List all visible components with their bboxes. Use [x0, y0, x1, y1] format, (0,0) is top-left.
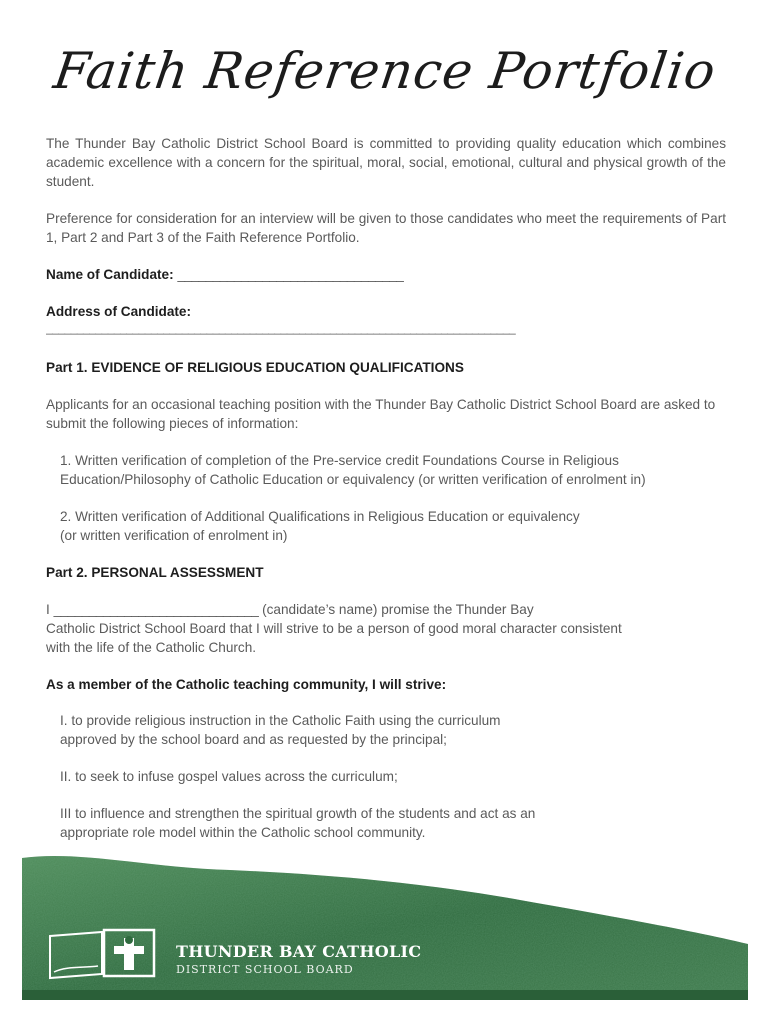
part1-item-1 [60, 451, 720, 489]
intro-paragraph-2: Preference for consideration for an interview will be given to those candidates who meet the requirements of Part 1, Part 2 and Part 3 of the Faith Reference Portfolio. [46, 211, 726, 245]
address-field[interactable] [46, 302, 726, 335]
promise-line1: (candidate’s name) promise the Thunder Bay [262, 602, 534, 617]
intro-paragraph-1: The Thunder Bay Catholic District School Board is committed to providing quality education which combines academic excellence with a concern for the spiritual, moral, social, emotional, cultural and physical growth of the student. [46, 136, 726, 189]
candidate-name-blank[interactable]: _____________________________ [53, 602, 259, 617]
strive-item-1 [60, 711, 720, 749]
promise-paragraph [46, 600, 726, 657]
org-subtitle: DISTRICT SCHOOL BOARD [176, 963, 354, 976]
name-field-label: Name of Candidate: [46, 267, 174, 282]
part1-item-2 [60, 507, 720, 545]
part2-heading: Part 2. PERSONAL ASSESSMENT [46, 565, 264, 580]
strive-item-3-line1: III to influence and strengthen the spiritual growth of the students and act as an [60, 806, 536, 821]
name-field[interactable] [46, 265, 726, 284]
part1-item-2-line2: (or written verification of enrolment in) [60, 528, 288, 543]
part1-heading: Part 1. EVIDENCE OF RELIGIOUS EDUCATION QUALIFICATIONS [46, 360, 464, 375]
strive-item-2 [60, 767, 720, 786]
strive-item-1-line2: approved by the school board and as requested by the principal; [60, 732, 447, 747]
part1-item-2-line1: 2. Written verification of Additional Qualifications in Religious Education or equivalency [60, 509, 580, 524]
address-field-blank[interactable]: ____________________________________________________________________________ [46, 321, 516, 335]
address-field-label: Address of Candidate: [46, 304, 192, 319]
name-field-blank[interactable]: ________________________________ [177, 267, 404, 282]
promise-line2: Catholic District School Board that I will strive to be a person of good moral character consistent [46, 621, 622, 636]
strive-item-3-line2: appropriate role model within the Catholic school community. [60, 825, 426, 840]
strive-item-2-line1: II. to seek to infuse gospel values across the curriculum; [60, 769, 398, 784]
strive-heading: As a member of the Catholic teaching community, I will strive: [46, 677, 447, 692]
book-cross-logo-icon [46, 928, 161, 982]
promise-line3: with the life of the Catholic Church. [46, 640, 257, 655]
part1-item-1-line2: Education/Philosophy of Catholic Education or equivalency (or written verification of enrolment in) [60, 472, 646, 487]
promise-prefix: I [46, 602, 50, 617]
strive-item-1-line1: I. to provide religious instruction in the Catholic Faith using the curriculum [60, 713, 501, 728]
strive-item-3 [60, 804, 720, 842]
org-name: THUNDER BAY CATHOLIC [176, 942, 422, 961]
part1-item-1-line1: 1. Written verification of completion of the Pre-service credit Foundations Course in Religious [60, 453, 619, 468]
part1-text: Applicants for an occasional teaching position with the Thunder Bay Catholic District School Board are asked to submit the following pieces of information: [46, 397, 716, 431]
page-title: Faith Reference Portfolio [50, 42, 720, 100]
